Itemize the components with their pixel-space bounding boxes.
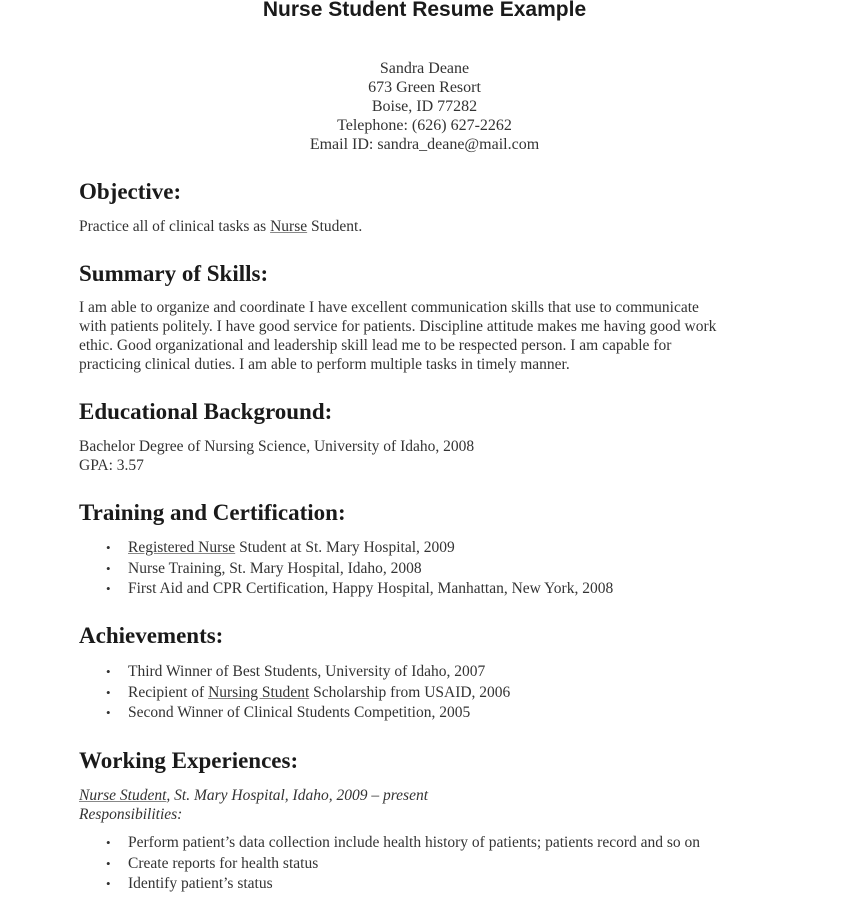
education-gpa: GPA: 3.57	[79, 457, 144, 474]
list-item-text: Recipient of	[128, 683, 209, 701]
training-list	[79, 538, 613, 600]
skills-line: ethic. Good organizational and leadership skill lead me to be respected person. I am capable for	[79, 337, 672, 354]
list-item-text: Nurse Training, St. Mary Hospital, Idaho, 2008	[128, 559, 422, 577]
skills-line: I am able to organize and coordinate I have excellent communication skills that use to communicate	[79, 299, 699, 316]
list-item	[79, 559, 613, 580]
list-item-text: First Aid and CPR Certification, Happy Hospital, Manhattan, New York, 2008	[128, 580, 614, 597]
experience-heading: Working Experiences:	[79, 748, 299, 773]
list-item-text: Second Winner of Clinical Students Competition, 2005	[128, 704, 471, 721]
list-item	[79, 833, 700, 854]
list-item-text: Third Winner of Best Students, University of Idaho, 2007	[128, 663, 486, 680]
contact-street: 673 Green Resort	[368, 79, 481, 96]
contact-city: Boise, ID 77282	[371, 98, 478, 115]
list-item-text: Student at St. Mary Hospital, 2009	[235, 539, 455, 556]
list-item	[79, 579, 613, 600]
registered-nurse-link[interactable]: Registered Nurse	[128, 539, 236, 556]
list-item	[79, 854, 700, 875]
nurse-student-link[interactable]: Nurse Student	[79, 787, 167, 804]
objective-text-before: Practice all of clinical tasks as	[79, 218, 271, 235]
responsibilities-label: Responsibilities:	[79, 806, 183, 823]
skills-heading: Summary of Skills:	[79, 261, 269, 286]
contact-name: Sandra Deane	[379, 60, 470, 77]
experience-job	[79, 786, 779, 824]
training-heading: Training and Certification:	[79, 500, 346, 525]
skills-line: with patients politely. I have good service for patients. Discipline attitude makes me having good work	[79, 318, 717, 335]
nursing-student-link[interactable]: Nursing Student	[208, 683, 310, 701]
nurse-link[interactable]: Nurse	[270, 218, 308, 235]
education-text	[79, 437, 779, 475]
contact-email: Email ID: sandra_deane@mail.com	[309, 136, 540, 153]
list-item-text: Identify patient’s status	[128, 875, 273, 892]
list-item-text: Scholarship from USAID, 2006	[309, 683, 511, 701]
achievements-heading: Achievements:	[79, 623, 224, 648]
contact-block	[0, 59, 849, 154]
objective-heading: Objective:	[79, 179, 182, 204]
list-item	[79, 874, 700, 895]
education-degree: Bachelor Degree of Nursing Science, University of Idaho, 2008	[79, 438, 475, 455]
list-item-text: Perform patient’s data collection include health history of patients; patients record and so on	[128, 834, 701, 851]
achievements-list	[79, 662, 510, 724]
list-item	[79, 662, 510, 683]
list-item-text: Create reports for health status	[128, 854, 319, 872]
education-heading: Educational Background:	[79, 399, 333, 424]
page-title: Nurse Student Resume Example	[262, 0, 587, 21]
list-item	[79, 538, 613, 559]
list-item	[79, 683, 510, 704]
job-details: , St. Mary Hospital, Idaho, 2009 – present	[166, 787, 429, 804]
contact-telephone: Telephone: (626) 627-2262	[337, 117, 512, 134]
responsibilities-list	[79, 833, 700, 895]
skills-text	[79, 298, 779, 374]
list-item	[79, 703, 510, 724]
objective-text-after: Student.	[307, 218, 363, 235]
objective-text	[79, 217, 779, 236]
skills-line: practicing clinical duties. I am able to perform multiple tasks in timely manner.	[79, 356, 570, 373]
